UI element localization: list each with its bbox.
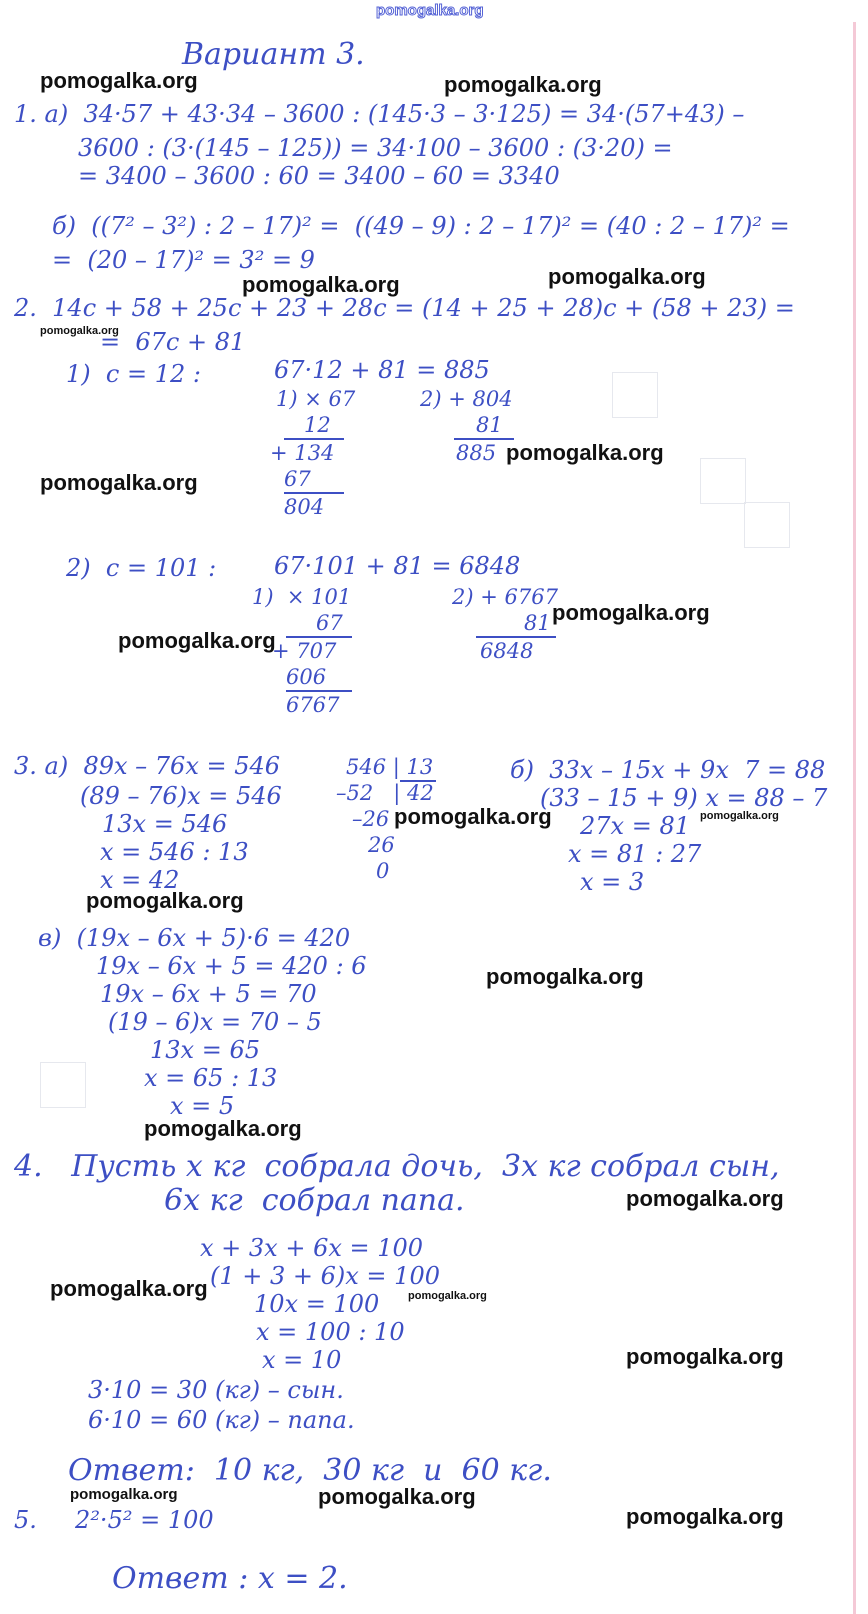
- div-4: 26: [368, 833, 395, 857]
- mult2-e: 6767: [286, 693, 340, 717]
- watermark: pomogalka.org: [626, 1504, 784, 1529]
- task4-line1: 4. Пусть x кг собрала дочь, 3x кг собрал сын,: [14, 1149, 780, 1184]
- watermark: pomogalka.org: [40, 470, 198, 495]
- watermark-top: pomogalka.org: [376, 2, 484, 19]
- task3-v-line7: x = 5: [170, 1092, 235, 1120]
- add2-b: 81: [524, 611, 551, 635]
- mult2-b: 67: [316, 611, 343, 635]
- task3-a-line4: x = 546 : 13: [100, 838, 249, 866]
- watermark: pomogalka.org: [506, 440, 664, 465]
- task3-b-line2: (33 – 15 + 9) x = 88 – 7: [540, 784, 828, 812]
- task2-line1: 2. 14c + 58 + 25c + 23 + 28c = (14 + 25 + 28)c + (58 + 23) =: [14, 294, 795, 322]
- add1-c: 885: [456, 441, 497, 465]
- watermark: pomogalka.org: [118, 628, 276, 653]
- task4-answer: Ответ: 10 кг, 30 кг и 60 кг.: [68, 1453, 552, 1488]
- watermark: pomogalka.org: [86, 888, 244, 913]
- add1-a: 2) + 804: [420, 387, 513, 411]
- page-title: Вариант 3.: [182, 37, 365, 72]
- task1-a-line3: = 3400 – 3600 : 60 = 3400 – 60 = 3340: [78, 162, 560, 190]
- add2-c: 6848: [480, 639, 534, 663]
- mult1-a: 1) × 67: [276, 387, 356, 411]
- watermark-small: pomogalka.org: [40, 325, 119, 337]
- add2-a: 2) + 6767: [452, 585, 558, 609]
- task2-case1-eval: 67·12 + 81 = 885: [274, 356, 490, 384]
- task3-a-line3: 13x = 546: [102, 810, 228, 838]
- task1-a-line2: 3600 : (3·(145 – 125)) = 34·100 – 3600 : (3·20) =: [78, 134, 673, 162]
- task2-line2: = 67c + 81: [100, 328, 246, 356]
- task4-eq1: x + 3x + 6x = 100: [200, 1234, 424, 1262]
- mult2-a: 1) × 101: [252, 585, 352, 609]
- add1-b: 81: [476, 413, 503, 437]
- watermark: pomogalka.org: [626, 1186, 784, 1211]
- watermark: pomogalka.org: [552, 600, 710, 625]
- mult1-d: 67: [284, 467, 311, 491]
- task5-line1: 5. 2²·5² = 100: [14, 1506, 214, 1534]
- task4-line2: 6x кг собрал папа.: [164, 1183, 465, 1218]
- grid-square: [612, 372, 658, 418]
- mult2-d: 606: [286, 665, 327, 689]
- watermark-medium: pomogalka.org: [70, 1486, 178, 1503]
- task3-v-line2: 19x – 6x + 5 = 420 : 6: [96, 952, 367, 980]
- task3-a-line2: (89 – 76)x = 546: [80, 782, 282, 810]
- grid-square: [744, 502, 790, 548]
- mult1-c: + 134: [270, 441, 335, 465]
- task1-b-line2: = (20 – 17)² = 3² = 9: [52, 246, 315, 274]
- task3-a-line1: 3. а) 89x – 76x = 546: [14, 752, 281, 780]
- task2-case2-label: 2) c = 101 :: [66, 554, 217, 582]
- mult1-b: 12: [304, 413, 331, 437]
- task4-eq4: x = 100 : 10: [256, 1318, 405, 1346]
- task3-b-line5: x = 3: [580, 868, 645, 896]
- mult2-c: + 707: [272, 639, 337, 663]
- task2-case2-eval: 67·101 + 81 = 6848: [274, 552, 521, 580]
- task4-eq3: 10x = 100: [254, 1290, 380, 1318]
- task3-b-line4: x = 81 : 27: [568, 840, 702, 868]
- watermark-small: pomogalka.org: [700, 810, 779, 822]
- mult1-e: 804: [284, 495, 325, 519]
- watermark-small: pomogalka.org: [408, 1290, 487, 1302]
- task1-b-line1: б) ((7² – 3²) : 2 – 17)² = ((49 – 9) : 2 – 17)² = (40 : 2 – 17)² =: [52, 212, 790, 240]
- watermark: pomogalka.org: [50, 1276, 208, 1301]
- watermark: pomogalka.org: [394, 804, 552, 829]
- div-5: 0: [376, 859, 390, 883]
- margin-line: [853, 22, 856, 1614]
- watermark: pomogalka.org: [40, 68, 198, 93]
- task3-v-line1: в) (19x – 6x + 5)·6 = 420: [38, 924, 351, 952]
- task3-b-line1: б) 33x – 15x + 9x 7 = 88: [510, 756, 826, 784]
- task1-a-line1: 1. а) 34·57 + 43·34 – 3600 : (145·3 – 3·125) = 34·(57+43) –: [14, 100, 745, 128]
- div-1: 546 | 13: [346, 755, 434, 779]
- task2-case1-label: 1) c = 12 :: [66, 360, 201, 388]
- watermark: pomogalka.org: [144, 1116, 302, 1141]
- watermark: pomogalka.org: [242, 272, 400, 297]
- watermark: pomogalka.org: [626, 1344, 784, 1369]
- watermark: pomogalka.org: [444, 72, 602, 97]
- task3-v-line4: (19 – 6)x = 70 – 5: [108, 1008, 322, 1036]
- task3-b-line3: 27x = 81: [580, 812, 690, 840]
- task3-v-line6: x = 65 : 13: [144, 1064, 278, 1092]
- task4-res2: 6·10 = 60 (кг) – папа.: [88, 1406, 355, 1434]
- div-3: –26: [352, 807, 390, 831]
- task3-a-line5: x = 42: [100, 866, 180, 894]
- task4-eq2: (1 + 3 + 6)x = 100: [210, 1262, 440, 1290]
- grid-square: [700, 458, 746, 504]
- grid-square: [40, 1062, 86, 1108]
- task5-answer: Ответ : x = 2.: [112, 1561, 348, 1596]
- task3-v-line5: 13x = 65: [150, 1036, 260, 1064]
- watermark: pomogalka.org: [318, 1484, 476, 1509]
- watermark: pomogalka.org: [486, 964, 644, 989]
- task4-eq5: x = 10: [262, 1346, 342, 1374]
- task4-res1: 3·10 = 30 (кг) – сын.: [88, 1376, 344, 1404]
- watermark: pomogalka.org: [548, 264, 706, 289]
- task3-v-line3: 19x – 6x + 5 = 70: [100, 980, 317, 1008]
- div-2: –52 | 42: [336, 781, 434, 805]
